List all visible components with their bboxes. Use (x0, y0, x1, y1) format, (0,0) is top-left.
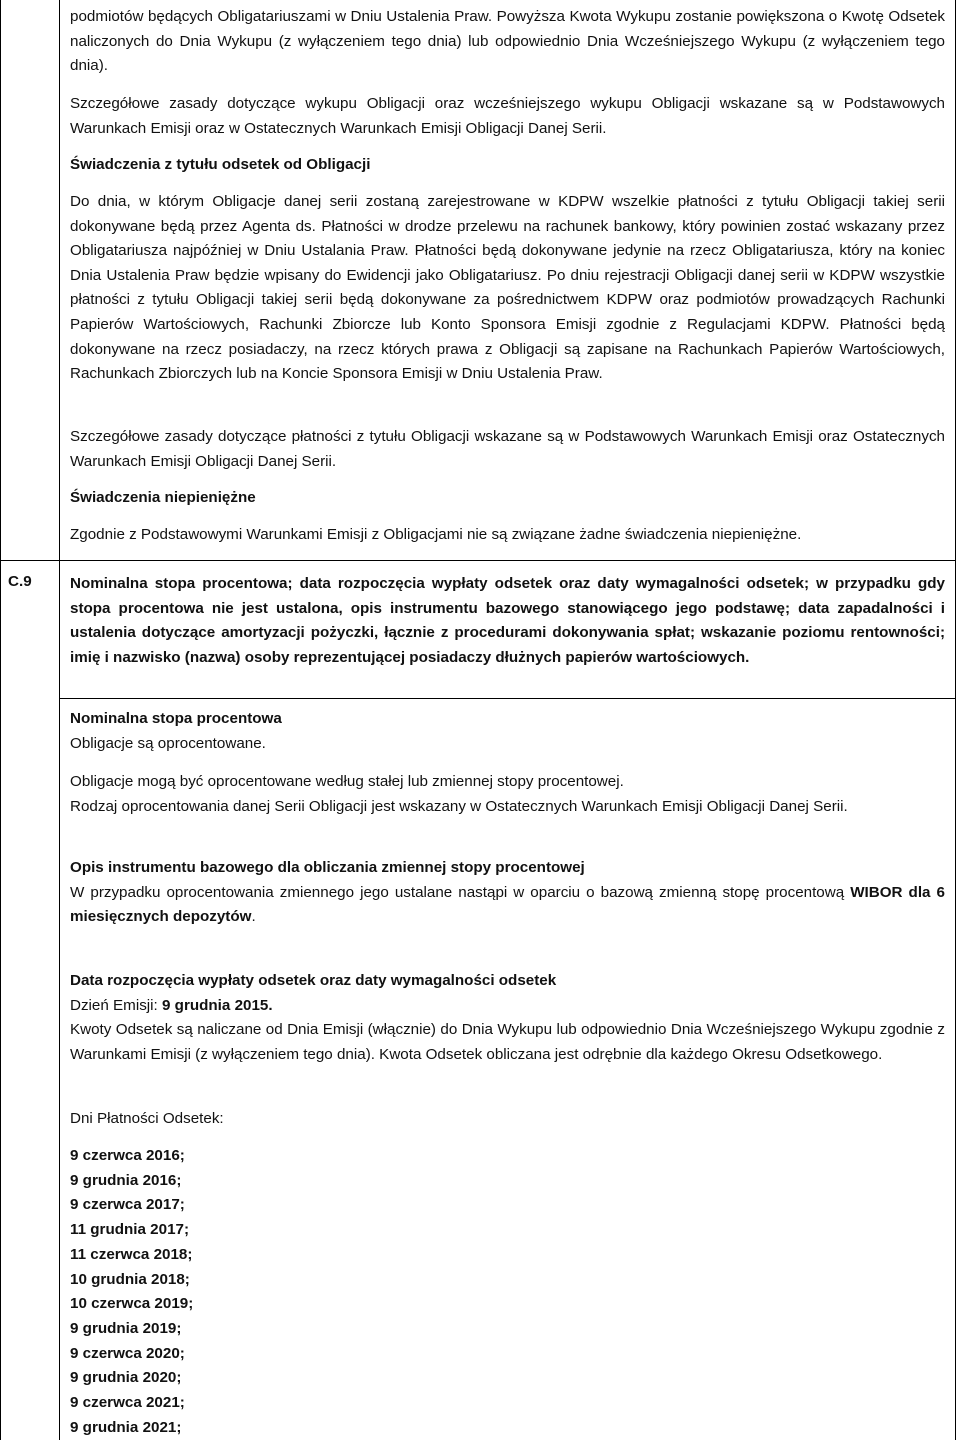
heading-interest-benefits: Świadczenia z tytułu odsetek od Obligacji (70, 156, 371, 173)
base-instrument-section (70, 856, 945, 930)
paragraph-interest-payments: Do dnia, w którym Obligacje danej serii zostaną zarejestrowane w KDPW wszelkie płatności z tytułu Obligacji takiej serii dokonywane będą przez Agenta ds. Płatności w drodze przelewu na rachunek bankowy, który powinien zostać wskazany przez Obligatariusza najpóźniej w Dniu Ustalania Praw. Płatności będą dokonywane jedynie na rzecz Obligatariusza, który na koniec Dnia Ustalenia Praw będzie wpisany do Ewidencji jako Obligatariusz. Po dniu rejestracji Obligacji danej serii w KDPW wszystkie płatności z tytułu Obligacji takiej serii będą dokonywane za pośrednictwem KDPW oraz podmiotów prowadzących Rachunki Papierów Wartościowych, Rachunki Zbiorcze lub Konto Sponsora Emisji zgodnie z Regulacjami KDPW. Płatności będą dokonywane na rzecz posiadaczy, na rzecz których prawa z Obligacji są zapisane na Rachunkach Papierów Wartościowych, Rachunkach Zbiorczych lub na Koncie Sponsora Emisji w Dniu Ustalenia Praw. (70, 193, 945, 383)
payment-date: 9 grudnia 2020; (70, 1369, 182, 1387)
table-column-divider (59, 0, 60, 1440)
heading-non-monetary-benefits: Świadczenia niepieniężne (70, 489, 256, 506)
table-border-right (955, 0, 956, 1440)
payment-date: 11 czerwca 2018; (70, 1245, 193, 1263)
rate-type-reference: Rodzaj oprocentowania danej Serii Obligacji jest wskazany w Ostatecznych Warunkach Emisji Obligacji Danej Serii. (70, 797, 848, 815)
paragraph-payment-rules: Szczegółowe zasady dotyczące płatności z tytułu Obligacji wskazane są w Podstawowych Warunkach Emisji oraz Ostatecznych Warunkach Emisji Obligacji Danej Serii. (70, 428, 945, 470)
payment-date: 10 czerwca 2019; (70, 1295, 194, 1313)
payment-date: 9 grudnia 2019; (70, 1319, 182, 1337)
table-inner-divider (59, 698, 956, 699)
payment-date: 9 czerwca 2020; (70, 1344, 185, 1362)
heading-base-instrument: Opis instrumentu bazowego dla obliczania zmiennej stopy procentowej (70, 859, 585, 876)
payment-date: 9 grudnia 2021; (70, 1418, 182, 1436)
paragraph-redemption-amount: podmiotów będących Obligatariuszami w Dniu Ustalenia Praw. Powyższa Kwota Wykupu zostanie powiększona o Kwotę Odsetek naliczonych do Dnia Wykupu (z wyłączeniem tego dnia) lub odpowiednio Dnia Wcześniejszego Wykupu (z wyłączeniem tego dnia). (70, 8, 945, 75)
accrual-text: Kwoty Odsetek są naliczane od Dnia Emisji (włącznie) do Dnia Wykupu lub odpowiednio Dnia Wcześniejszego Wykupu zgodnie z Warunkami Emisji (z wyłączeniem tego dnia). Kwota Odsetek obliczana jest odrębnie dla każdego Okresu Odsetkowego. (70, 1021, 945, 1063)
issue-date-line: Dzień Emisji: 9 grudnia 2015. (70, 996, 273, 1014)
issue-date: 9 grudnia 2015. (162, 996, 273, 1014)
section-heading-c9: Nominalna stopa procentowa; data rozpoczęcia wypłaty odsetek oraz daty wymagalności odsetek; w przypadku gdy stopa procentowa nie jest ustalona, opis instrumentu bazowego stanowiącego jego podstawę; data zapadalności i ustalenia dotyczące amortyzacji pożyczki, łącznie z procedurami dokonywania spłat; wskazanie poziomu rentowności; imię i nazwisko (nazwa) osoby reprezentującej posiadaczy dłużnych papierów wartościowych. (70, 575, 945, 666)
payment-date: 9 grudnia 2016; (70, 1171, 182, 1189)
base-instrument-name: WIBOR dla 6 miesięcznych depozytów (70, 883, 945, 926)
section-label: C.9 (8, 573, 32, 590)
paragraph-non-monetary: Zgodnie z Podstawowymi Warunkami Emisji z Obligacjami nie są związane żadne świadczenia niepieniężne. (70, 526, 802, 543)
nominal-rate-section (70, 707, 945, 756)
rate-fixed-or-variable: Obligacje mogą być oprocentowane według stałej lub zmiennej stopy procentowej. (70, 773, 624, 790)
payment-date: 10 grudnia 2018; (70, 1270, 190, 1288)
payment-date: 11 grudnia 2017; (70, 1221, 190, 1239)
payment-date: 9 czerwca 2017; (70, 1196, 185, 1214)
payment-dates-list (70, 1144, 945, 1440)
heading-nominal-rate: Nominalna stopa procentowa (70, 710, 282, 727)
rate-type-section (70, 770, 945, 819)
paragraph-redemption-rules: Szczegółowe zasady dotyczące wykupu Obligacji oraz wcześniejszego wykupu Obligacji wskazane są w Podstawowych Warunkach Emisji oraz w Ostatecznych Warunkach Emisji Obligacji Danej Serii. (70, 95, 945, 137)
base-instrument-text: W przypadku oprocentowania zmiennego jego ustalane nastąpi w oparciu o bazową zmienną stopę procentową WIBOR dla 6 miesięcznych depozytów. (70, 883, 945, 926)
table-row-divider (0, 560, 956, 561)
table-border-left (0, 0, 1, 1440)
rate-statement: Obligacje są oprocentowane. (70, 734, 266, 752)
interest-dates-section (70, 969, 945, 1067)
payment-date: 9 czerwca 2016; (70, 1147, 185, 1164)
payment-days-label: Dni Płatności Odsetek: (70, 1110, 224, 1127)
heading-interest-dates: Data rozpoczęcia wypłaty odsetek oraz daty wymagalności odsetek (70, 972, 557, 989)
payment-date: 9 czerwca 2021; (70, 1394, 185, 1412)
